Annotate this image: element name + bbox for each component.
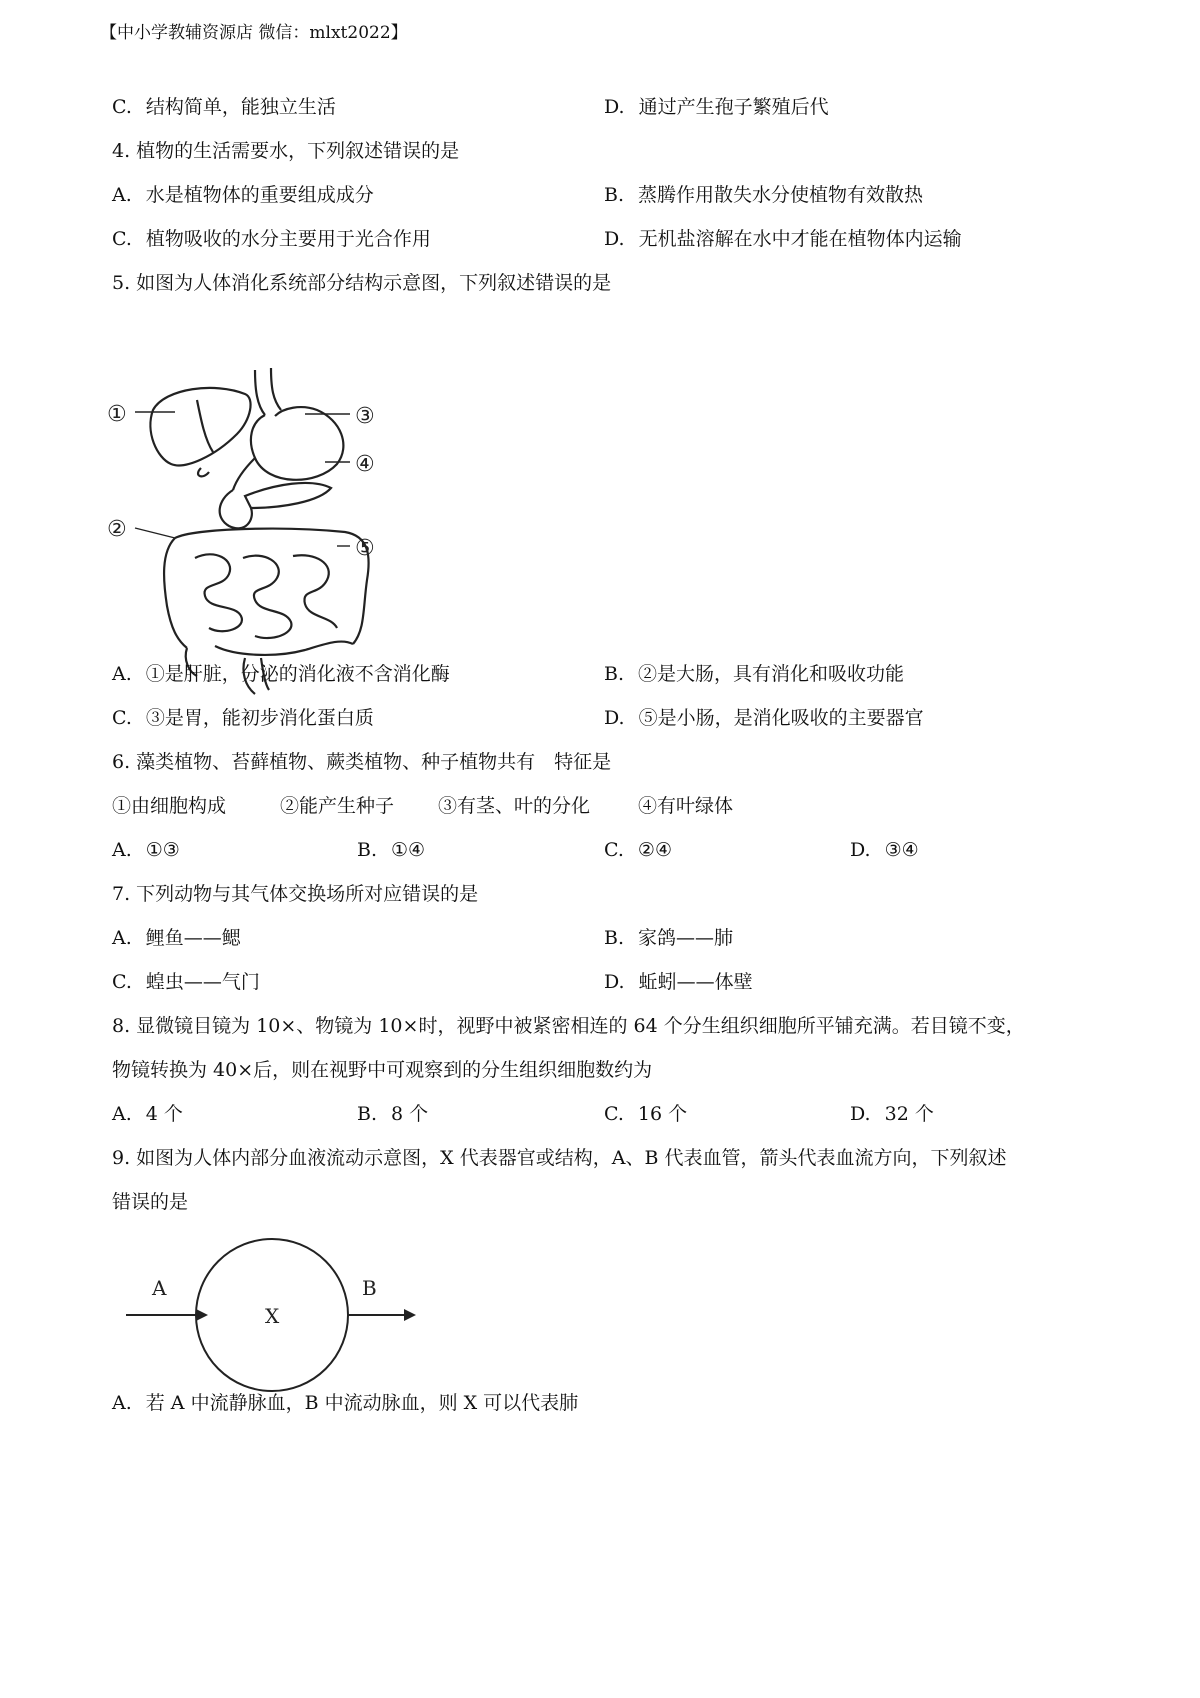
q8-stem-line2: 物镜转换为 40×后，则在视野中可观察到的分生组织细胞数约为 [112,1059,653,1081]
q6-item-4: ④有叶绿体 [638,795,734,817]
q8-option-b: B. 8 个 [357,1103,429,1125]
q7-option-b: B. 家鸽——肺 [604,927,734,949]
q3-option-d: D. 通过产生孢子繁殖后代 [604,96,829,118]
q5-option-d: D. ⑤是小肠，是消化吸收的主要器官 [604,707,924,729]
q5-option-a: A. ①是肝脏，分泌的消化液不含消化酶 [112,663,450,685]
q6-option-b: B. ①④ [357,839,426,861]
vessel-a-label: A [152,1276,167,1300]
q7-stem: 7. 下列动物与其气体交换场所对应错误的是 [112,883,479,905]
digestive-system-figure [105,360,425,700]
q7-option-d: D. 蚯蚓——体壁 [604,971,753,993]
q5-option-b: B. ②是大肠，具有消化和吸收功能 [604,663,905,685]
q6-stem: 6. 藻类植物、苔藓植物、蕨类植物、种子植物共有 特征是 [112,751,612,773]
q4-option-c: C. 植物吸收的水分主要用于光合作用 [112,228,431,250]
q6-item-1: ①由细胞构成 [112,795,227,817]
q4-stem: 4. 植物的生活需要水，下列叙述错误的是 [112,140,460,162]
q6-option-d: D. ③④ [850,839,919,861]
page-header: 【中小学教辅资源店 微信：mlxt2022】 [100,23,408,43]
q8-option-c: C. 16 个 [604,1103,688,1125]
q6-option-a: A. ①③ [112,839,180,861]
q9-stem-line2: 错误的是 [112,1191,189,1213]
figure-label-5: ⑤ [355,536,375,561]
q8-stem-line1: 8. 显微镜目镜为 10×、物镜为 10×时，视野中被紧密相连的 64 个分生组织细胞所平铺充满。若目镜不变， [112,1015,1025,1037]
figure-label-4: ④ [355,452,375,477]
q4-option-a: A. 水是植物体的重要组成成分 [112,184,374,206]
q7-option-c: C. 蝗虫——气门 [112,971,260,993]
q9-stem-line1: 9. 如图为人体内部分血液流动示意图，X 代表器官或结构，A、B 代表血管，箭头代表血流方向，下列叙述 [112,1147,1007,1169]
q6-option-c: C. ②④ [604,839,672,861]
q6-item-2: ②能产生种子 [280,795,395,817]
figure-label-3: ③ [355,404,375,429]
q5-option-c: C. ③是胃，能初步消化蛋白质 [112,707,374,729]
q8-option-d: D. 32 个 [850,1103,934,1125]
q9-option-a: A. 若 A 中流静脉血，B 中流动脉血，则 X 可以代表肺 [112,1392,579,1414]
blood-flow-figure [120,1235,420,1395]
q3-option-c: C. 结构简单，能独立生活 [112,96,336,118]
q8-option-a: A. 4 个 [112,1103,183,1125]
q7-option-a: A. 鲤鱼——鳃 [112,927,241,949]
q4-option-b: B. 蒸腾作用散失水分使植物有效散热 [604,184,924,206]
q5-stem: 5. 如图为人体消化系统部分结构示意图，下列叙述错误的是 [112,272,612,294]
vessel-b-label: B [362,1276,377,1300]
figure-label-1: ① [107,402,127,427]
figure-label-2: ② [107,517,127,542]
q4-option-d: D. 无机盐溶解在水中才能在植物体内运输 [604,228,962,250]
organ-x-label: X [265,1304,280,1328]
q6-item-3: ③有茎、叶的分化 [438,795,591,817]
